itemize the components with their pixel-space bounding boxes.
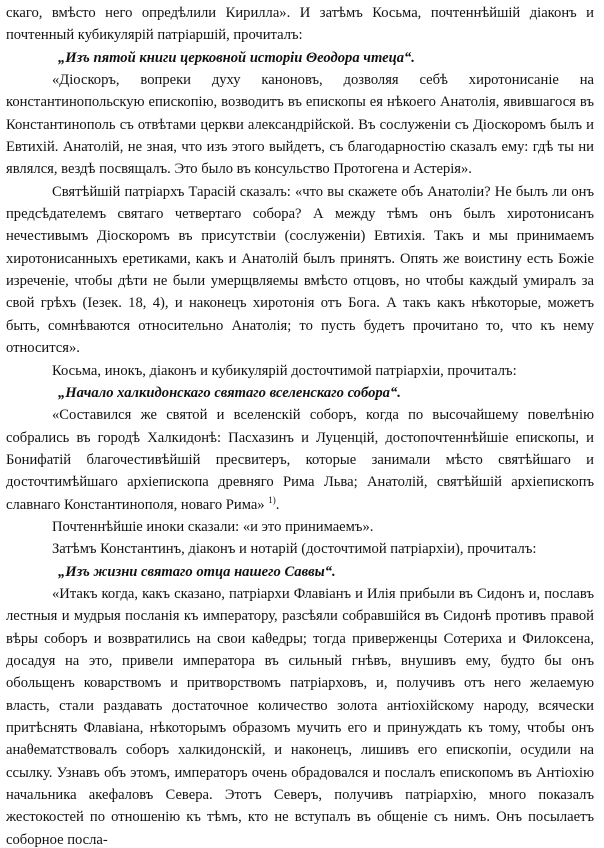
paragraph-text: «Составился же святой и вселенскiй соборъ, когда по высочайшему повелѣнiю собрались въ городѣ Халкидонѣ: Пасхазинъ и Луценцiй, достопочтеннѣйшiе епископы, и Бонифатiй благочестивѣйшiй пресвитеръ, которые занимали мѣсто святѣйшаго и досточтимѣйшаго архiепископа древняго Рима Льва; Анатолiй, святѣйшiй архiепископъ славнаго Константинополя, новаго Рима»: [6, 407, 594, 513]
text-paragraph: Затѣмъ Константинъ, дiаконъ и нотарiй (досточтимой патрiархiи), прочиталъ:: [52, 541, 537, 558]
text-paragraph: Косьма, инокъ, дiаконъ и кубикулярiй досточтимой патрiархiи, прочиталъ:: [52, 362, 517, 379]
text-paragraph: «Дiоскоръ, вопреки духу каноновъ, дозволяя себѣ хиротонисанiе на константинопольскую епископiю, возводитъ въ епископы ея нѣкоего Анатолiя, явившагося въ Константинополь съ отвѣтами церкви александрiйской. Въ сослуженiи съ Дiоскоромъ былъ и Евтихiй. Анатолiй, не зная, что изъ этого выйдетъ, съ благодарностiю сказалъ ему: гдѣ ты ни являлся, вездѣ посвящалъ. Это было въ консульство Протогена и Астерiя».: [6, 72, 594, 178]
section-heading: „Изъ пятой книги церковной исторiи Θеодора чтеца“.: [58, 49, 415, 66]
paragraph-end: .: [275, 496, 280, 513]
text-paragraph: [6, 404, 594, 516]
text-paragraph: Почтеннѣйшiе иноки сказали: «и это принимаемъ».: [52, 518, 374, 535]
text-paragraph: «Итакъ когда, какъ сказано, патрiархи Флавiанъ и Илiя прибыли въ Сидонъ и, пославъ лестныя и мудрыя посланiя къ императору, разсѣяли собравшiйся въ Сидонѣ противъ правой вѣры соборъ и возвратились на свои каθедры; тогда приверженцы Сотериха и Филоксена, досадуя на это, привели императора въ сильный гнѣвъ, внушивъ ему, будто бы онъ обольщенъ коварствомъ и притворствомъ патрiарховъ, и, получивъ отъ него желаемую власть, стали раздавать достаточное количество золота антiохiйскому народу, всячески притѣснять Флавiана, нѣкоторымъ образомъ мучить его и принуждать къ тому, чтобы онъ анаθематствовалъ соборъ халкидонскiй, и наконецъ, лишивъ его епископiи, осудили на ссылку. Узнавъ объ этомъ, императоръ очень обрадовался и послалъ епископомъ въ Антiохiю начальника акефаловъ Севера. Этотъ Северъ, получивъ патрiархiю, много показалъ жестокостей по отношенiю къ тѣмъ, кто не вступалъ въ общенiе съ нимъ. Онъ посылаетъ соборное посла-: [6, 585, 594, 848]
text-paragraph: Святѣйшiй патрiархъ Тарасiй сказалъ: «что вы скажете объ Анатолiи? Не былъ ли онъ предсѣдателемъ святаго четвертаго собора? А между тѣмъ онъ былъ хиротонисанъ нечестивымъ Дiоскоромъ въ присутствiи (сослуженiи) Евтихiя. Такъ и мы принимаемъ хиротонисанныхъ еретиками, какъ и Анатолiй былъ принятъ. Опять же воистину есть Божiе изреченiе, чтобы дѣти не были умерщвляемы вмѣсто отцовъ, но чтобы каждый умиралъ за свой грѣхъ (Iезек. 18, 4), и наконецъ хиротонiя отъ Бога. А такъ какъ нѣкоторые, можетъ быть, сомнѣваются относительно Анатолiя; то пусть будетъ прочитано то, что къ нему относится».: [6, 183, 594, 357]
section-heading: „Начало халкидонскаго святаго вселенскаго собора“.: [58, 384, 401, 401]
text-line: скаго, вмѣсто него опредѣлили Кирилла». И затѣмъ Косьма, почтеннѣйшiй дiаконъ и почтенный кубикулярiй патрiаршiй, прочиталъ:: [6, 5, 594, 44]
section-heading: „Изъ жизни святаго отца нашего Саввы“.: [58, 563, 336, 580]
footnote-marker: 1): [268, 494, 276, 505]
